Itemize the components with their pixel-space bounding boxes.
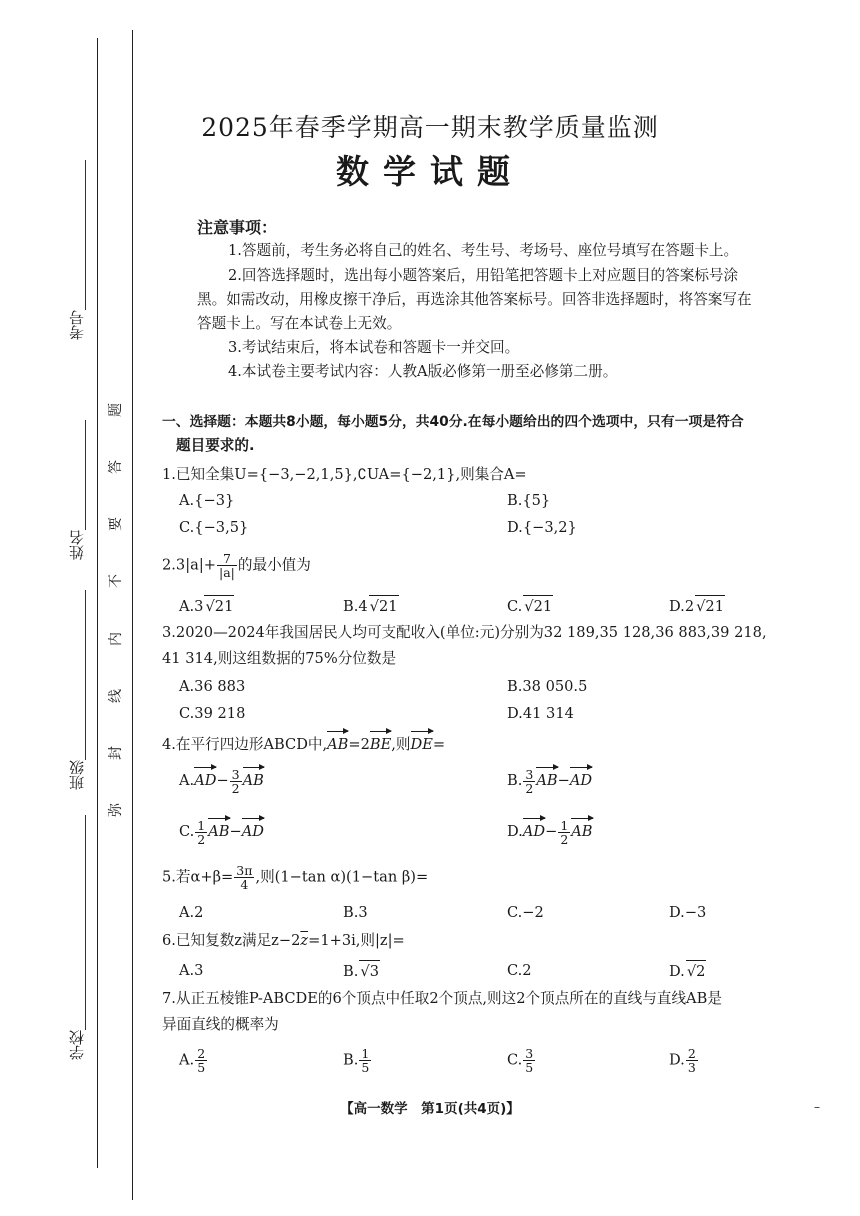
sqrt-radicand: √21 xyxy=(523,595,553,618)
option-prefix: A. xyxy=(179,772,195,789)
vector: DE xyxy=(411,730,433,756)
q3-option-d: D.41 314 xyxy=(507,705,574,722)
fraction xyxy=(234,864,254,891)
numerator: 3 xyxy=(231,766,240,782)
seal-char: 弥 xyxy=(108,802,124,817)
field-name xyxy=(60,530,100,610)
denominator: |a| xyxy=(218,565,235,580)
q4-option-d xyxy=(507,817,593,846)
q2-option-b xyxy=(343,595,399,618)
q5-option-a: A.2 xyxy=(179,904,204,921)
notice-item: 2.回答选择题时，选出每小题答案后，用铅笔把答题卡上对应题目的答案标号涂 xyxy=(228,267,739,284)
vector: AB xyxy=(243,766,264,792)
question-3-stem: 3.2020—2024年我国居民人均可支配收入(单位:元)分别为32 189,35 128,36 883,39 218, xyxy=(162,624,767,641)
field-label: 姓名 xyxy=(68,530,86,560)
q7-option-c xyxy=(507,1047,536,1074)
field-school xyxy=(60,1030,100,1090)
field-label: 学校 xyxy=(68,1030,86,1060)
sqrt-radicand: √21 xyxy=(204,595,234,618)
denominator: 2 xyxy=(197,831,206,847)
q3-option-c: C.39 218 xyxy=(179,705,246,722)
q3-option-a: A.36 883 xyxy=(179,678,246,695)
field-label: 班级 xyxy=(68,760,86,790)
stem-text: ,则 xyxy=(391,736,411,753)
question-1-stem: 1.已知全集U={−3,−2,1,5},∁UA={−2,1},则集合A= xyxy=(162,466,527,483)
q5-option-c: C.−2 xyxy=(507,904,544,921)
q1-option-d: D.{−3,2} xyxy=(507,519,577,536)
stem-text: =2 xyxy=(348,736,370,753)
exam-title: 2025年春季学期高一期末教学质量监测 xyxy=(201,113,659,142)
field-exam-number xyxy=(60,290,100,410)
seal-char: 题 xyxy=(108,403,124,417)
numerator: 2 xyxy=(197,1046,206,1061)
vector: AD xyxy=(523,817,545,843)
q1-option-c: C.{−3,5} xyxy=(179,519,249,536)
radicand: 3 xyxy=(369,963,379,980)
denominator: 2 xyxy=(525,780,534,796)
q2-option-a xyxy=(179,595,234,618)
q4-option-a xyxy=(179,766,264,795)
fraction xyxy=(359,1047,371,1074)
numerator: 3 xyxy=(525,766,534,782)
numerator: 1 xyxy=(361,1046,370,1061)
question-6-stem xyxy=(162,930,405,952)
notice-item: 4.本试卷主要考试内容：人教A版必修第一册至必修第二册。 xyxy=(228,363,618,380)
notice-item: 3.考试结束后，将本试卷和答题卡一并交回。 xyxy=(228,339,520,356)
option-prefix: C. xyxy=(507,598,523,615)
stem-text: 4.在平行四边形ABCD中, xyxy=(162,736,328,753)
notice-item: 黑。如需改动，用橡皮擦干净后，再选涂其他答案标号。回答非选择题时，将答案写在 xyxy=(197,291,752,308)
stem-text: ,则(1−tan α)(1−tan β)= xyxy=(255,868,429,886)
option-prefix: A. xyxy=(179,1051,195,1069)
numerator: 2 xyxy=(687,1046,696,1061)
seal-char: 线 xyxy=(108,688,124,703)
option-prefix: C.2 xyxy=(507,962,532,979)
q2-option-c xyxy=(507,595,553,618)
option-prefix: A.3 xyxy=(179,598,204,615)
q7-option-d xyxy=(669,1047,699,1074)
option-prefix: C. xyxy=(507,1051,523,1069)
denominator: 5 xyxy=(197,1060,206,1075)
seal-char: 要 xyxy=(108,517,124,532)
numerator: 3 xyxy=(525,1046,534,1061)
vector: AB xyxy=(536,766,557,792)
question-5-stem xyxy=(162,864,428,891)
option-prefix: D. xyxy=(507,823,523,840)
q5-option-b: B.3 xyxy=(343,904,368,921)
radicand: 21 xyxy=(533,598,553,615)
operator: − xyxy=(545,823,558,840)
q1-option-b: B.{5} xyxy=(507,492,551,509)
question-4-stem xyxy=(162,730,445,756)
fraction xyxy=(523,768,535,795)
numerator: 1 xyxy=(560,817,569,833)
option-prefix: D. xyxy=(669,963,685,980)
vector: AB xyxy=(571,817,592,843)
question-3-stem-2: 41 314,则这组数据的75%分位数是 xyxy=(162,650,397,667)
q6-option-a xyxy=(179,960,203,982)
q3-option-b: B.38 050.5 xyxy=(507,678,588,695)
question-2-stem xyxy=(162,552,311,579)
seal-char: 答 xyxy=(108,460,124,475)
denominator: 5 xyxy=(525,1060,534,1075)
radicand: 2 xyxy=(696,963,706,980)
vector: AB xyxy=(208,817,229,843)
q7-option-b xyxy=(343,1047,372,1074)
fill-line xyxy=(85,815,86,1030)
option-prefix: B. xyxy=(507,772,523,789)
page-footer: 【高一数学 第1页(共4页)】 xyxy=(340,1101,520,1117)
numerator: 7 xyxy=(217,552,237,566)
q2-option-d xyxy=(669,595,725,618)
fraction xyxy=(558,819,570,846)
section-title-line: 一、选择题：本题共8小题，每小题5分，共40分.在每小题给出的四个选项中，只有一项是符合 xyxy=(162,414,744,430)
vector: AD xyxy=(194,766,216,792)
stem-text: 6.已知复数z满足z−2 xyxy=(162,932,301,949)
q7-option-a xyxy=(179,1047,208,1074)
q4-option-c xyxy=(179,817,264,846)
notice-item: 1.答题前，考生务必将自己的姓名、考生号、考场号、座位号填写在答题卡上。 xyxy=(228,242,739,259)
denominator: 2 xyxy=(231,780,240,796)
fraction xyxy=(523,1047,535,1074)
option-prefix: C. xyxy=(179,823,195,840)
corner-mark: – xyxy=(814,1100,820,1114)
option-prefix: D. xyxy=(669,1051,685,1069)
seal-char: 封 xyxy=(108,745,124,760)
seal-char: 不 xyxy=(108,574,124,589)
vector: BE xyxy=(370,730,391,756)
numerator: 1 xyxy=(197,817,206,833)
question-7-stem-2: 异面直线的概率为 xyxy=(162,1016,279,1033)
q6-option-c xyxy=(507,960,532,982)
operator: − xyxy=(229,823,242,840)
q6-option-b xyxy=(343,960,380,983)
option-prefix: D.2 xyxy=(669,598,695,615)
denominator: 4 xyxy=(240,877,249,892)
margin-line-inner xyxy=(132,30,133,1200)
radicand: 21 xyxy=(214,598,234,615)
radicand: 21 xyxy=(378,598,398,615)
option-prefix: B. xyxy=(343,963,359,980)
stem-text: =1+3i,则|z|= xyxy=(308,932,405,949)
option-prefix: A.3 xyxy=(179,962,204,979)
seal-char: 内 xyxy=(108,631,124,646)
stem-text: 5.若α+β= xyxy=(162,868,234,886)
radicand: 21 xyxy=(705,598,724,615)
question-7-stem: 7.从正五棱锥P-ABCDE的6个顶点中任取2个顶点,则这2个顶点所在的直线与直线AB是 xyxy=(162,990,722,1007)
sqrt-radicand: √2 xyxy=(686,960,707,983)
section-title-line: 题目要求的. xyxy=(176,437,255,454)
q6-option-d xyxy=(669,960,706,983)
operator: − xyxy=(557,772,570,789)
vector: AD xyxy=(242,817,264,843)
fraction xyxy=(195,1047,207,1074)
field-label: 考号 xyxy=(68,310,86,340)
field-class xyxy=(60,760,100,820)
fill-line xyxy=(85,420,86,530)
sqrt-radicand: √21 xyxy=(369,595,399,618)
seal-warning xyxy=(103,400,127,820)
operator: − xyxy=(216,772,229,789)
vector: AD xyxy=(570,766,592,792)
q5-option-d: D.−3 xyxy=(669,904,707,921)
denominator: 3 xyxy=(687,1060,696,1075)
conjugate-z: $\overline{z}$ xyxy=(300,932,309,949)
q1-option-a: A.{−3} xyxy=(179,492,235,509)
fraction xyxy=(217,552,237,579)
stem-text: 2.3|a|+ xyxy=(162,556,216,574)
subject-title: 数学试题 xyxy=(336,152,524,191)
fraction xyxy=(686,1047,698,1074)
sqrt-radicand: √3 xyxy=(359,960,380,983)
section-heading xyxy=(162,410,832,458)
denominator: 2 xyxy=(560,831,569,847)
stem-text: 的最小值为 xyxy=(237,556,311,574)
q4-option-b xyxy=(507,766,592,795)
stem-text: = xyxy=(432,736,446,753)
sqrt-radicand: √21 xyxy=(695,595,725,618)
option-prefix: B. xyxy=(343,1051,359,1069)
vector: AB xyxy=(327,730,348,756)
notice-heading: 注意事项： xyxy=(197,218,278,237)
fill-line xyxy=(85,590,86,760)
notice-item: 答题卡上。写在本试卷上无效。 xyxy=(197,315,402,332)
fraction xyxy=(195,819,207,846)
numerator: 3π xyxy=(236,863,253,878)
denominator: 5 xyxy=(361,1060,370,1075)
fraction xyxy=(230,768,242,795)
option-prefix: B.4 xyxy=(343,598,368,615)
